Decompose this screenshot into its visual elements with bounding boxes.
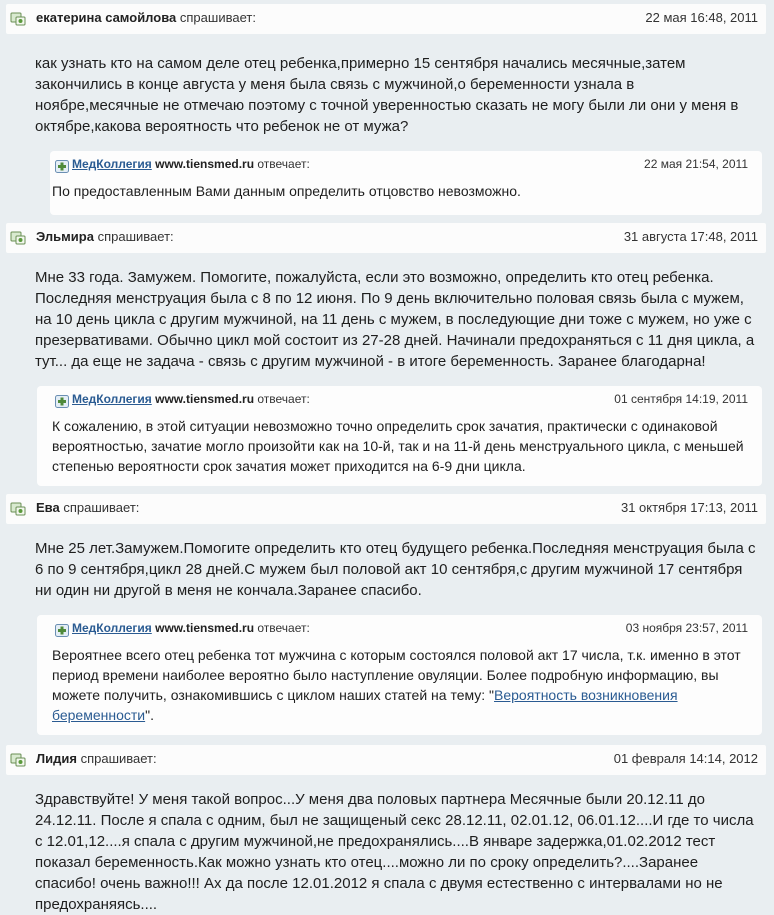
answer-author <box>72 157 310 171</box>
medkollegia-link[interactable]: МедКоллегия <box>72 157 152 171</box>
question-date: 31 октября 17:13, 2011 <box>620 500 758 515</box>
answer-date: 22 мая 21:54, 2011 <box>644 157 748 171</box>
question-icon <box>10 753 26 767</box>
question-icon <box>10 502 26 516</box>
answer-box <box>50 151 762 215</box>
asks-label: спрашивает: <box>80 751 157 766</box>
answers-label: отвечает: <box>257 392 310 406</box>
author-name: Эльмира <box>36 229 94 244</box>
answers-label: отвечает: <box>257 157 310 171</box>
article-link-pregnancy-probability[interactable]: Вероятность возникновения беременности <box>52 687 678 723</box>
question-icon <box>10 12 26 26</box>
question-author <box>36 229 174 244</box>
answer-date: 03 ноября 23:57, 2011 <box>625 621 748 635</box>
answer-text: К сожалению, в этой ситуации невозможно точно определить срок зачатия, практически с одинаковой вероятностью, зачатие могло произойти как на 10-й, так и на 11-й день менструального цикла, с меньшей степенью вероятности срок зачатия может приходится на 6-9 дни цикла. <box>52 418 744 474</box>
question-text: Мне 33 года. Замужем. Помогите, пожалуйста, если это возможно, определить кто отец ребенка. Последняя менструация была с 8 по 12 июня. По 9 день включительно половая связь была с мужем, на 10 день цикла с другим мужчиной, на 11 день с мужем, в последующие дни тоже с мужем, но уже с презервативами. Обычно цикл мой состоит из 27-28 дней. Начинали предохраняться с 11 дня цикла, а тут... да еще не задача - связь с другим мужчиной - в итоге беременность. Заранее благодарна! <box>35 269 755 370</box>
medkollegia-link[interactable]: МедКоллегия <box>72 621 152 635</box>
answer-text-after: ". <box>145 707 154 723</box>
question-header <box>6 745 766 775</box>
medkollegia-logo-icon <box>55 160 69 173</box>
question-date: 31 августа 17:48, 2011 <box>623 229 758 244</box>
answer-box <box>37 386 762 486</box>
author-name: Лидия <box>36 751 77 766</box>
answer-author <box>72 392 310 406</box>
answer-text <box>37 643 762 735</box>
question-header <box>6 4 766 34</box>
question-text: как узнать кто на самом деле отец ребенка,примерно 15 сентября начались месячные,затем закончились в конце августа у меня была связь с мужчиной,о беременности узнала в ноябре,месячные не отмечаю поэтому с точной уверенностью сказать не могу были ли они у меня в октябре,какова вероятность что ребенок не от мужа? <box>35 55 739 135</box>
answer-site: www.tiensmed.ru <box>155 157 255 171</box>
answer-site: www.tiensmed.ru <box>155 392 255 406</box>
question-date: 01 февраля 14:14, 2012 <box>613 751 758 766</box>
question-author <box>36 10 256 25</box>
question-author <box>36 751 157 766</box>
medkollegia-logo-icon <box>55 624 69 637</box>
answer-author <box>72 621 310 635</box>
answer-header <box>50 151 762 179</box>
question-text: Мне 25 лет.Замужем.Помогите определить кто отец будущего ребенка.Последняя менструация была с 6 по 9 сентября,цикл 28 дней.С мужем был половой акт 10 сентября,с другим мужчиной 17 сентября ни один ни другой в меня не кончала.Заранее спасибо. <box>35 540 756 599</box>
asks-label: спрашивает: <box>179 10 256 25</box>
author-name: Ева <box>36 500 60 515</box>
medkollegia-logo-icon <box>55 395 69 408</box>
answer-header <box>37 615 762 643</box>
question-date: 22 мая 16:48, 2011 <box>645 10 758 25</box>
medkollegia-link[interactable]: МедКоллегия <box>72 392 152 406</box>
answer-header <box>37 386 762 414</box>
question-header <box>6 494 766 524</box>
answer-text-before: Вероятнее всего отец ребенка тот мужчина с которым состоялся половой акт 17 числа, т.к. именно в этот период времени наиболее вероятно было наступление овуляции. Более подробную информацию, вы можете получить, ознакомившись с циклом наших статей на тему: " <box>52 647 741 703</box>
question-author <box>36 500 139 515</box>
answer-date: 01 сентября 14:19, 2011 <box>614 392 748 406</box>
author-name: екатерина самойлова <box>36 10 177 25</box>
answer-site: www.tiensmed.ru <box>155 621 255 635</box>
question-icon <box>10 231 26 245</box>
answer-text: По предоставленным Вами данным определить отцовство невозможно. <box>52 183 521 199</box>
question-text: Здравствуйте! У меня такой вопрос...У меня два половых партнера Месячные были 20.12.11 до 24.12.11. После я спала с одним, был не защищеный секс 28.12.11, 02.01.12, 06.01.12....И где то числа с 12.01,12....я спала с другим мужчиной,не предохранялись....В январе задержка,01.02.2012 тест показал беременность.Как можно узнать кто отец....можно ли по сроку определить?....Заранее спасибо! очень важно!!! Ах да после 12.01.2012 я спала с двумя естественно с интервалами но не предохраняясь.... <box>35 791 754 913</box>
asks-label: спрашивает: <box>97 229 174 244</box>
question-header <box>6 223 766 253</box>
answer-box <box>37 615 762 735</box>
asks-label: спрашивает: <box>63 500 140 515</box>
answers-label: отвечает: <box>257 621 310 635</box>
